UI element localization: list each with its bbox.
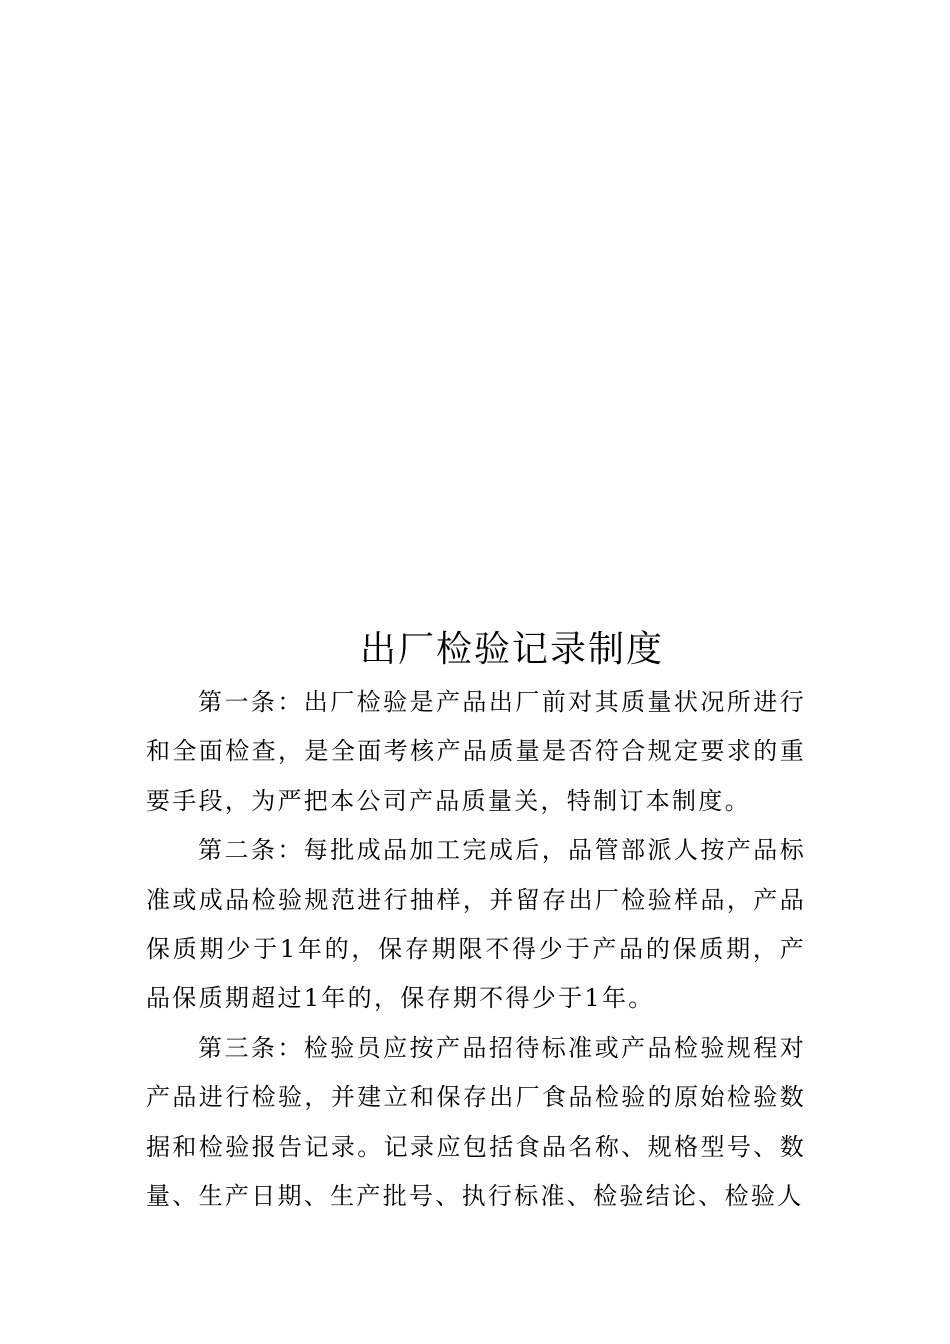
article-1: 第一条：出厂检验是产品出厂前对其质量状况所进行和全面检查，是全面考核产品质量是否符合规定要求的重要手段，为严把本公司产品质量关，特制订本制度。: [146, 688, 806, 815]
article-3: 第三条：检验员应按产品招待标准或产品检验规程对产品进行检验，并建立和保存出厂食品检验的原始检验数据和检验报告记录。记录应包括食品名称、规格型号、数量、生产日期、生产批号、执行标准、检验结论、检验人: [146, 1033, 806, 1211]
article-2: 第二条：每批成品加工完成后，品管部派人按产品标准或成品检验规范进行抽样，并留存出厂检验样品，产品保质期少于1年的，保存期限不得少于产品的保质期，产品保质期超过1年的，保存期不得少于1年。: [146, 836, 806, 1013]
document-title: 出厂检验记录制度: [359, 629, 664, 670]
document-body: [146, 678, 806, 1221]
